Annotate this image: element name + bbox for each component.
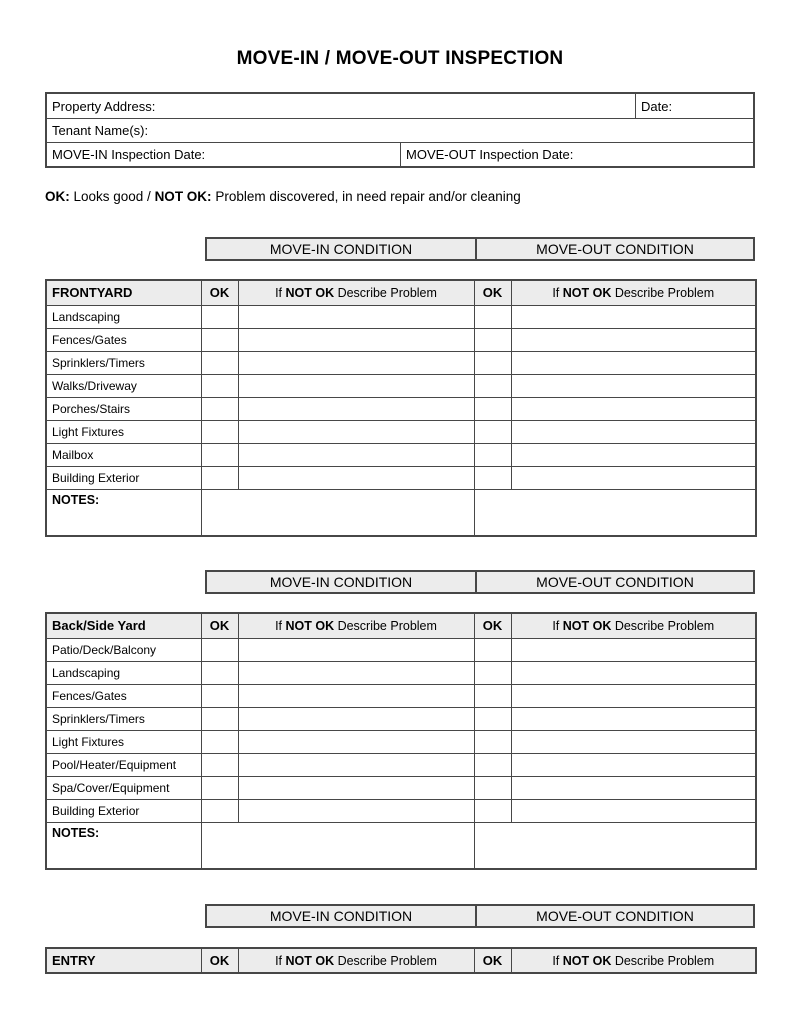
- header-describe: Describe Problem: [611, 618, 715, 633]
- ok-cell-moveout[interactable]: [474, 466, 511, 489]
- ok-column-header: OK: [474, 948, 511, 973]
- ok-cell-moveout[interactable]: [474, 753, 511, 776]
- header-not-ok: NOT OK: [562, 285, 612, 300]
- property-info-table: [45, 92, 755, 168]
- problem-cell-moveout[interactable]: [511, 305, 756, 328]
- entry-header-row: [46, 948, 756, 973]
- problem-cell-moveout[interactable]: [511, 684, 756, 707]
- entry-table: [45, 947, 757, 974]
- movein-condition-header: MOVE-IN CONDITION: [207, 239, 477, 259]
- ok-cell-moveout[interactable]: [474, 684, 511, 707]
- ok-column-header: OK: [201, 280, 238, 305]
- ok-cell-movein[interactable]: [201, 776, 238, 799]
- describe-column-header: [511, 280, 756, 305]
- ok-cell-movein[interactable]: [201, 305, 238, 328]
- ok-column-header: OK: [474, 280, 511, 305]
- ok-column-header: OK: [201, 948, 238, 973]
- header-describe: Describe Problem: [334, 953, 437, 968]
- notes-row: [46, 822, 756, 869]
- ok-cell-movein[interactable]: [201, 799, 238, 822]
- table-row: [46, 328, 756, 351]
- problem-cell-movein[interactable]: [238, 707, 474, 730]
- frontyard-table: [45, 279, 757, 537]
- ok-cell-moveout[interactable]: [474, 730, 511, 753]
- item-label: Mailbox: [46, 443, 201, 466]
- header-not-ok: NOT OK: [562, 953, 612, 968]
- problem-cell-movein[interactable]: [238, 351, 474, 374]
- page-title: MOVE-IN / MOVE-OUT INSPECTION: [236, 48, 564, 69]
- problem-cell-moveout[interactable]: [511, 638, 756, 661]
- moveout-condition-header: MOVE-OUT CONDITION: [536, 574, 694, 590]
- info-row-address: [47, 94, 753, 118]
- backyard-table: [45, 612, 757, 870]
- problem-cell-movein[interactable]: [238, 638, 474, 661]
- property-address-label: Property Address:: [52, 98, 156, 114]
- ok-cell-moveout[interactable]: [474, 661, 511, 684]
- movein-condition-header: MOVE-IN CONDITION: [207, 572, 477, 592]
- ok-cell-movein[interactable]: [201, 397, 238, 420]
- table-row: [46, 753, 756, 776]
- ok-column-header: OK: [474, 613, 511, 638]
- ok-cell-moveout[interactable]: [474, 351, 511, 374]
- header-describe: Describe Problem: [611, 953, 715, 968]
- ok-cell-movein[interactable]: [201, 638, 238, 661]
- ok-cell-movein[interactable]: [201, 466, 238, 489]
- item-label: Building Exterior: [46, 466, 201, 489]
- header-not-ok: NOT OK: [285, 285, 335, 300]
- date-field[interactable]: [635, 94, 753, 118]
- item-label: Spa/Cover/Equipment: [46, 776, 201, 799]
- notes-row: [46, 489, 756, 536]
- problem-cell-movein[interactable]: [238, 730, 474, 753]
- ok-cell-movein[interactable]: [201, 753, 238, 776]
- item-label: Light Fixtures: [46, 730, 201, 753]
- header-describe: Describe Problem: [611, 285, 715, 300]
- ok-cell-moveout[interactable]: [474, 305, 511, 328]
- ok-cell-moveout[interactable]: [474, 638, 511, 661]
- problem-cell-moveout[interactable]: [511, 799, 756, 822]
- ok-cell-movein[interactable]: [201, 730, 238, 753]
- describe-column-header: [511, 948, 756, 973]
- moveout-condition-header: MOVE-OUT CONDITION: [536, 908, 694, 924]
- item-label: Light Fixtures: [46, 420, 201, 443]
- problem-cell-moveout[interactable]: [511, 466, 756, 489]
- notes-movein-area[interactable]: [201, 822, 474, 869]
- table-row: [46, 443, 756, 466]
- problem-cell-moveout[interactable]: [511, 397, 756, 420]
- info-row-tenant: [47, 118, 753, 142]
- problem-cell-movein[interactable]: [238, 776, 474, 799]
- problem-cell-movein[interactable]: [238, 466, 474, 489]
- problem-cell-movein[interactable]: [238, 374, 474, 397]
- header-not-ok: NOT OK: [285, 953, 335, 968]
- header-if: If: [552, 285, 563, 300]
- item-label: Pool/Heater/Equipment: [46, 753, 201, 776]
- tenant-name-field[interactable]: [47, 119, 753, 142]
- problem-cell-movein[interactable]: [238, 799, 474, 822]
- header-not-ok: NOT OK: [562, 618, 612, 633]
- ok-column-header: OK: [201, 613, 238, 638]
- header-describe: Describe Problem: [334, 618, 437, 633]
- table-row: [46, 351, 756, 374]
- ok-cell-movein[interactable]: [201, 661, 238, 684]
- table-row: [46, 374, 756, 397]
- item-label: Patio/Deck/Balcony: [46, 638, 201, 661]
- describe-column-header: [511, 613, 756, 638]
- problem-cell-movein[interactable]: [238, 420, 474, 443]
- section-title: Back/Side Yard: [46, 613, 201, 638]
- ok-cell-movein[interactable]: [201, 707, 238, 730]
- problem-cell-movein[interactable]: [238, 753, 474, 776]
- ok-cell-moveout[interactable]: [474, 799, 511, 822]
- property-address-field[interactable]: [47, 94, 635, 118]
- backyard-header-row: [46, 613, 756, 638]
- date-label: Date:: [641, 98, 673, 114]
- notes-label: NOTES:: [46, 822, 201, 869]
- item-label: Landscaping: [46, 661, 201, 684]
- ok-cell-movein[interactable]: [201, 351, 238, 374]
- section-title: FRONTYARD: [46, 280, 201, 305]
- problem-cell-movein[interactable]: [238, 684, 474, 707]
- table-row: [46, 799, 756, 822]
- problem-cell-moveout[interactable]: [511, 753, 756, 776]
- tenant-name-label: Tenant Name(s):: [52, 123, 149, 138]
- ok-cell-moveout[interactable]: [474, 374, 511, 397]
- moveout-inspection-date-field[interactable]: [400, 143, 753, 166]
- ok-cell-movein[interactable]: [201, 328, 238, 351]
- table-row: [46, 707, 756, 730]
- problem-cell-movein[interactable]: [238, 443, 474, 466]
- problem-cell-movein[interactable]: [238, 661, 474, 684]
- legend-text: [45, 189, 521, 204]
- problem-cell-moveout[interactable]: [511, 776, 756, 799]
- problem-cell-moveout[interactable]: [511, 661, 756, 684]
- header-if: If: [275, 618, 286, 633]
- ok-cell-movein[interactable]: [201, 684, 238, 707]
- item-label: Building Exterior: [46, 799, 201, 822]
- header-if: If: [275, 953, 286, 968]
- table-row: [46, 776, 756, 799]
- table-row: [46, 730, 756, 753]
- legend-ok-desc: Looks good /: [69, 189, 155, 204]
- problem-cell-moveout[interactable]: [511, 707, 756, 730]
- problem-cell-movein[interactable]: [238, 305, 474, 328]
- table-row: [46, 466, 756, 489]
- table-row: [46, 638, 756, 661]
- header-if: If: [552, 953, 563, 968]
- condition-bar-backyard: [205, 570, 755, 594]
- moveout-inspection-date-label: MOVE-OUT Inspection Date:: [406, 147, 574, 162]
- table-row: [46, 420, 756, 443]
- item-label: Sprinklers/Timers: [46, 351, 201, 374]
- ok-cell-movein[interactable]: [201, 443, 238, 466]
- table-row: [46, 397, 756, 420]
- legend-notok-term: NOT OK:: [154, 189, 212, 204]
- ok-cell-moveout[interactable]: [474, 397, 511, 420]
- ok-cell-movein[interactable]: [201, 374, 238, 397]
- header-if: If: [275, 285, 286, 300]
- problem-cell-moveout[interactable]: [511, 351, 756, 374]
- legend-ok-term: OK:: [45, 189, 70, 204]
- item-label: Fences/Gates: [46, 328, 201, 351]
- table-row: [46, 661, 756, 684]
- problem-cell-moveout[interactable]: [511, 328, 756, 351]
- describe-column-header: [238, 948, 474, 973]
- section-title: ENTRY: [46, 948, 201, 973]
- problem-cell-movein[interactable]: [238, 328, 474, 351]
- problem-cell-moveout[interactable]: [511, 420, 756, 443]
- item-label: Landscaping: [46, 305, 201, 328]
- problem-cell-moveout[interactable]: [511, 443, 756, 466]
- header-if: If: [552, 618, 563, 633]
- item-label: Sprinklers/Timers: [46, 707, 201, 730]
- condition-bar-entry: [205, 904, 755, 928]
- movein-condition-header: MOVE-IN CONDITION: [207, 906, 477, 926]
- header-not-ok: NOT OK: [285, 618, 335, 633]
- ok-cell-moveout[interactable]: [474, 443, 511, 466]
- notes-label: NOTES:: [46, 489, 201, 536]
- header-describe: Describe Problem: [334, 285, 437, 300]
- problem-cell-moveout[interactable]: [511, 374, 756, 397]
- ok-cell-movein[interactable]: [201, 420, 238, 443]
- movein-inspection-date-field[interactable]: [47, 143, 400, 166]
- problem-cell-moveout[interactable]: [511, 730, 756, 753]
- problem-cell-movein[interactable]: [238, 397, 474, 420]
- table-row: [46, 684, 756, 707]
- item-label: Fences/Gates: [46, 684, 201, 707]
- ok-cell-moveout[interactable]: [474, 420, 511, 443]
- table-row: [46, 305, 756, 328]
- ok-cell-moveout[interactable]: [474, 776, 511, 799]
- describe-column-header: [238, 613, 474, 638]
- item-label: Walks/Driveway: [46, 374, 201, 397]
- notes-moveout-area[interactable]: [474, 822, 756, 869]
- legend-notok-desc: Problem discovered, in need repair and/or cleaning: [211, 189, 521, 204]
- moveout-condition-header: MOVE-OUT CONDITION: [536, 241, 694, 257]
- ok-cell-moveout[interactable]: [474, 328, 511, 351]
- ok-cell-moveout[interactable]: [474, 707, 511, 730]
- condition-bar-frontyard: [205, 237, 755, 261]
- info-row-inspection-dates: [47, 142, 753, 166]
- describe-column-header: [238, 280, 474, 305]
- notes-movein-area[interactable]: [201, 489, 474, 536]
- movein-inspection-date-label: MOVE-IN Inspection Date:: [52, 147, 206, 162]
- item-label: Porches/Stairs: [46, 397, 201, 420]
- notes-moveout-area[interactable]: [474, 489, 756, 536]
- frontyard-header-row: [46, 280, 756, 305]
